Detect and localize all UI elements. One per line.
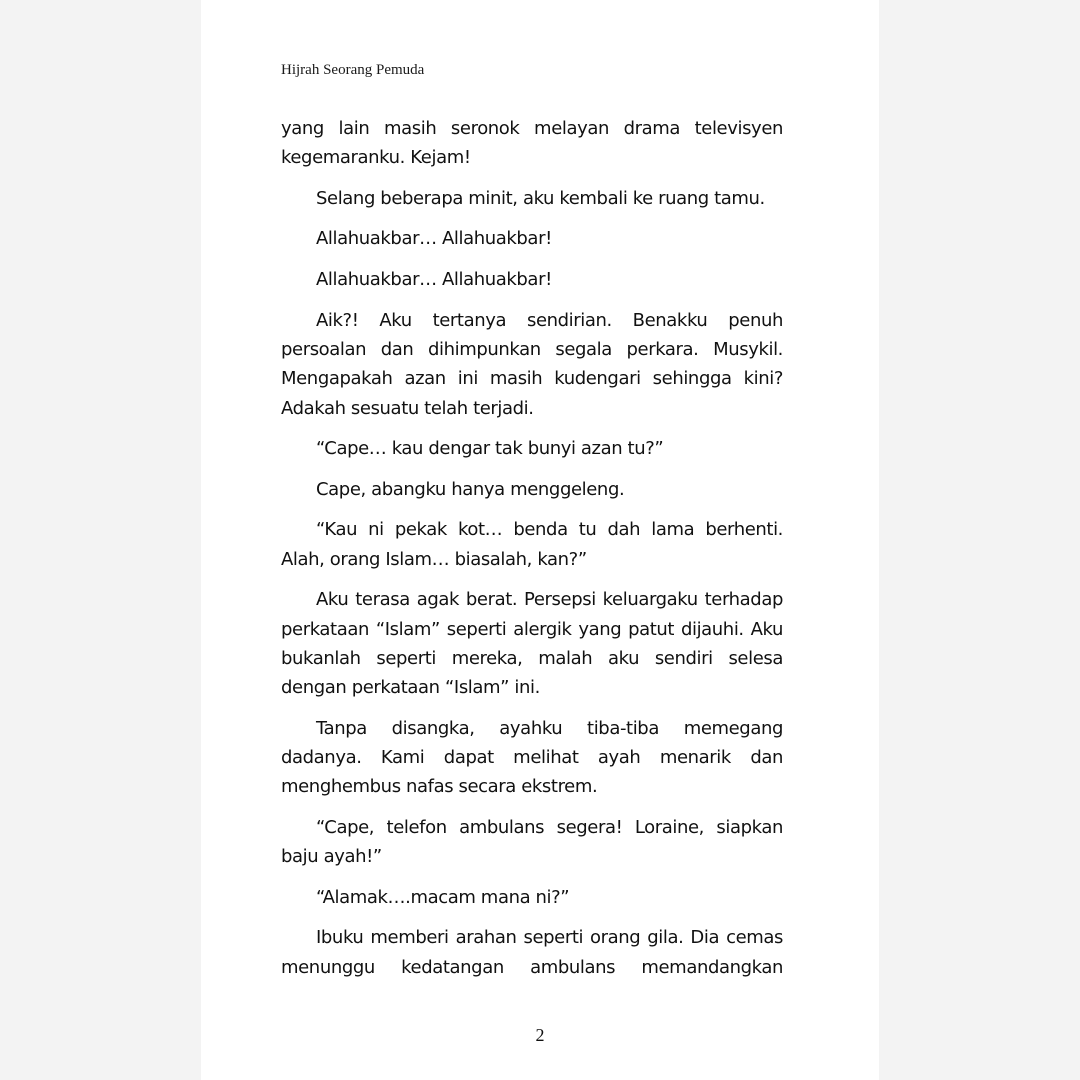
page-number: 2 [535, 1025, 545, 1045]
paragraph: Cape, abangku hanya menggeleng. [316, 478, 625, 500]
paragraph: Aku terasa agak berat. Persepsi keluargaku terhadap perkataan “Islam” seperti alergik yang patut dijauhi. Aku bukanlah seperti mereka, malah aku sendiri selesa dengan perkataan “Islam” ini. [281, 589, 783, 699]
book-page [201, 0, 879, 1080]
paragraph: Allahuakbar… Allahuakbar! [316, 269, 552, 291]
paragraph: yang lain masih seronok melayan drama televisyen kegemaranku. Kejam! [281, 118, 783, 169]
paragraph: Selang beberapa minit, aku kembali ke ruang tamu. [316, 187, 765, 209]
paragraph: “Alamak….macam mana ni?” [316, 886, 570, 908]
paragraph: Tanpa disangka, ayahku tiba-tiba memegang dadanya. Kami dapat melihat ayah menarik dan menghembus nafas secara ekstrem. [281, 717, 783, 798]
paragraph: Allahuakbar… Allahuakbar! [316, 228, 552, 250]
paragraph: Aik?! Aku tertanya sendirian. Benakku penuh persoalan dan dihimpunkan segala perkara. Musykil. Mengapakah azan ini masih kudengari sehingga kini? Adakah sesuatu telah terjadi. [281, 309, 783, 419]
body-text [281, 114, 783, 993]
paragraph: “Cape, telefon ambulans segera! Loraine, siapkan baju ayah!” [281, 816, 783, 868]
paragraph: “Cape… kau dengar tak bunyi azan tu?” [316, 438, 664, 460]
paragraph: “Kau ni pekak kot… benda tu dah lama berhenti. Alah, orang Islam… biasalah, kan?” [281, 519, 783, 570]
paragraph: Ibuku memberi arahan seperti orang gila. Dia cemas menunggu kedatangan ambulans memandangkan [281, 927, 783, 978]
running-header: Hijrah Seorang Pemuda [281, 62, 425, 78]
